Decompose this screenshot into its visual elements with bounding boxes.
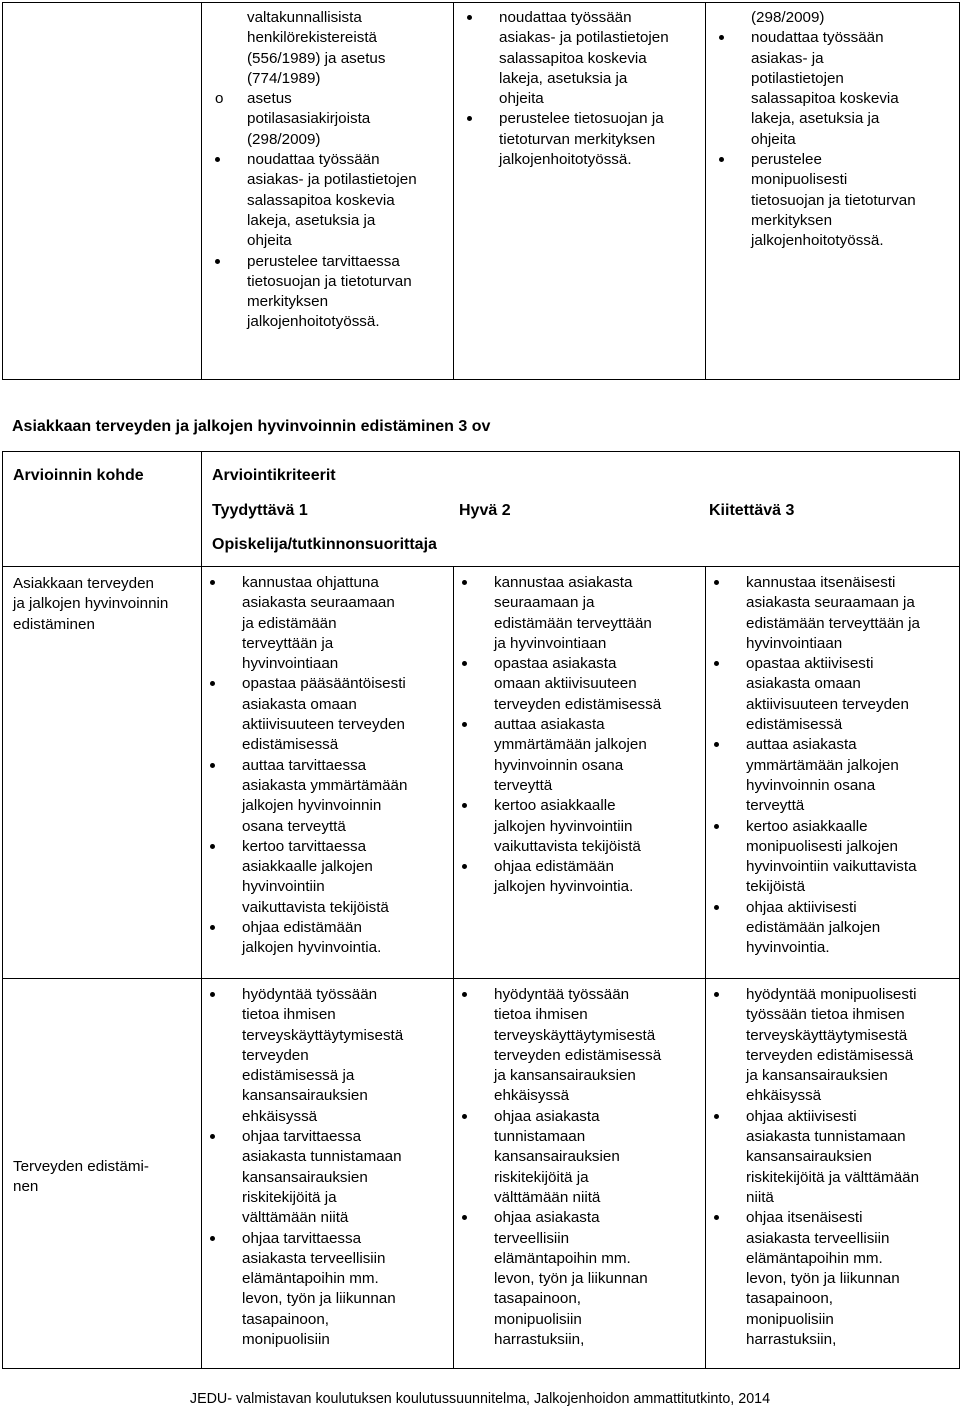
sub-bullet-item [207,89,453,150]
text-line: asiakasta terveellisiin [242,1249,386,1267]
criteria-item [202,1127,453,1228]
criteria-list [202,985,453,1350]
text-line: hyvinvoinnin osana [746,776,876,794]
text-line: Terveyden edistämi- [13,1157,149,1175]
level-kiitettava: Kiitettävä 3 [709,502,795,519]
criteria-item [454,857,705,898]
row-label-asiakkaan-terveyden [3,567,202,979]
text-line: edistämään terveyttään ja [746,614,920,632]
text-line: riskitekijöitä ja välttämään [746,1168,920,1186]
criteria-item [454,1208,705,1350]
text-line: ja jalkojen hyvinvoinnin [13,595,169,613]
text-line: levon, työn ja liikunnan [746,1270,900,1288]
text-line: tekijöistä [746,878,806,896]
text-line: merkityksen [751,211,833,229]
page-footer: JEDU- valmistavan koulutuksen koulutussuunnitelma, Jalkojenhoidon ammattitutkinto, 2014 [189,1391,771,1407]
text-line: noudattaa työssään [247,151,380,169]
text-line: ja kansansairauksien [746,1067,888,1085]
text-line: ehkäisyssä [242,1107,318,1125]
text-line: ohjaa tarvittaessa [242,1229,362,1247]
level-hyva: Hyvä 2 [459,502,511,519]
text-line: monipuolisesti [751,171,848,189]
text-line: jalkojenhoitotyössä. [247,313,380,331]
text-line: auttaa asiakasta [494,716,605,734]
text-line: salassapitoa koskevia [499,49,647,67]
text-line: omaan aktiivisuuteen [494,675,637,693]
text-line: terveyden edistämisessä [746,1046,914,1064]
tyydyttava-criteria-cell [202,567,454,979]
criteria-item [459,8,705,109]
text-line: hyvinvointiin vaikuttavista [746,858,917,876]
opiskelija-label: Opiskelija/tutkinnonsuorittaja [212,536,437,553]
text-line: noudattaa työssään [751,29,884,47]
text-line: harrastuksiin, [494,1331,585,1349]
text-line: asiakasta tunnistamaan [746,1128,906,1146]
text-line: ohjeita [751,130,796,148]
text-line: monipuolisiin [494,1310,582,1328]
text-line: Asiakkaan terveyden [13,575,154,592]
text-line: edistämään jalkojen [746,919,881,937]
text-line: tietoa ihmisen [242,1006,336,1024]
criteria-item [202,1229,453,1351]
text-line: ohjaa itsenäisesti [746,1209,863,1227]
tyydyttava-criteria-cell [202,979,454,1369]
text-line: opastaa aktiivisesti [746,655,874,673]
empty-label-cell [3,3,202,380]
criteria-item [202,837,453,918]
text-line: hyvinvointiaan [242,655,339,673]
criteria-list [207,150,453,333]
text-line: tietosuojan ja tietoturvan [247,272,412,290]
text-line: ehkäisyssä [746,1087,822,1105]
text-line: vaikuttavista tekijöistä [494,837,641,855]
text-line: ohjaa tarvittaessa [242,1128,362,1146]
text-line: asetus [247,90,292,108]
text-line: kannustaa ohjattuna [242,574,379,591]
text-line: levon, työn ja liikunnan [242,1290,396,1308]
text-line: asiakas- ja potilastietojen [247,171,417,189]
hyva-criteria-cell [454,567,706,979]
criteria-item [459,109,705,170]
criteria-list [454,573,705,898]
text-line: potilasasiakirjoista [247,110,371,128]
text-line: ohjaa edistämään [494,858,614,876]
text-line: (298/2009) [247,130,321,148]
text-line: asiakasta seuraamaan ja [746,594,915,612]
text-line: monipuolisiin [746,1310,834,1328]
criteria-item [202,573,453,674]
criteria-item [711,28,959,150]
text-line: terveyttä [494,776,553,794]
text-line: tietoturvan merkityksen [499,130,656,148]
text-line: terveyskäyttäytymisestä [746,1026,908,1044]
text-line: lakeja, asetuksia ja [751,110,880,128]
text-line: hyödyntää työssään [242,986,378,1003]
text-line: terveyskäyttäytymisestä [242,1026,404,1044]
text-line: levon, työn ja liikunnan [494,1270,648,1288]
text-line: asiakasta omaan [746,675,861,693]
text-line: kansansairauksien [242,1168,368,1186]
text-line: opastaa asiakasta [494,655,617,673]
text-line: elämäntapoihin mm. [494,1249,631,1267]
text-line: kertoo asiakkaalle [746,817,868,835]
text-line: elämäntapoihin mm. [242,1270,379,1288]
arviointikriteerit-label: Arviointikriteerit [212,467,336,484]
text-line: potilastietojen [751,69,844,87]
text-line: jalkojen hyvinvoinnin [242,797,382,815]
text-line: lakeja, asetuksia ja [499,69,628,87]
text-line: ja hyvinvointiaan [494,634,607,652]
text-line: perustelee [751,151,822,169]
criteria-item [207,252,453,333]
text-line: ohjeita [247,232,292,250]
text-line: ohjaa aktiivisesti [746,1107,857,1125]
text-line: monipuolisesti jalkojen [746,837,898,855]
grade-levels [212,501,952,523]
text-line: kertoo tarvittaessa [242,837,367,855]
text-line: hyödyntää työssään [494,986,630,1003]
text-line: edistämisessä [746,716,843,734]
text-line: ymmärtämään jalkojen [746,756,899,774]
text-line: (556/1989) ja asetus [247,49,386,67]
text-line: riskitekijöitä ja [494,1168,589,1186]
text-line: kansansairauksien [242,1087,368,1105]
hyva-criteria-cell [454,3,706,380]
arvioinnin-kohde-header [3,452,202,567]
criteria-list [459,8,705,170]
text-line: ymmärtämään jalkojen [494,736,647,754]
text-line: kannustaa itsenäisesti [746,574,896,591]
text-line: tietoa ihmisen [494,1006,588,1024]
text-line: tunnistamaan [494,1128,586,1146]
text-line: salassapitoa koskevia [247,191,395,209]
text-line: merkityksen [247,293,329,311]
row-label-terveyden-edistaminen [3,979,202,1369]
text-line: kertoo asiakkaalle [494,797,616,815]
text-line: asiakasta terveellisiin [746,1229,890,1247]
text-line: ohjaa edistämään [242,919,362,937]
text-line: riskitekijöitä ja [242,1188,337,1206]
criteria-list [706,985,959,1350]
text-line: jalkojenhoitotyössä. [751,232,884,250]
kiitettava-criteria-cell [706,979,960,1369]
text-line: niitä [746,1188,774,1206]
text-line: terveyttään ja [242,634,334,652]
text-line: hyvinvointia. [746,939,830,957]
criteria-item [454,573,705,654]
text-line: elämäntapoihin mm. [746,1249,883,1267]
text-line: asiakasta seuraamaan [242,594,395,612]
text-line: kannustaa asiakasta [494,574,633,591]
text-line: perustelee tietosuojan ja [499,110,664,128]
text-line: hyvinvointiaan [746,634,843,652]
criteria-item [711,150,959,251]
text-line: ohjeita [499,90,544,108]
criteria-list [711,28,959,251]
criteria-item [706,573,959,654]
text-line: asiakasta tunnistamaan [242,1148,402,1166]
text-line: terveellisiin [494,1229,570,1247]
text-line: (774/1989) [247,69,321,87]
sub-bullet-list [207,89,453,150]
text-line: valtakunnallisista [247,9,362,26]
text-line: välttämään niitä [494,1188,601,1206]
text-line: edistämisessä [242,736,339,754]
criteria-item [706,735,959,816]
text-line: hyvinvoinnin osana [494,756,624,774]
text-line: vaikuttavista tekijöistä [242,898,389,916]
text-line: jalkojen hyvinvointia. [494,878,634,896]
text-line: terveyden edistämisessä [494,1046,662,1064]
criteria-item [207,150,453,251]
text-line: välttämään niitä [242,1209,349,1227]
text-line: seuraamaan ja [494,594,595,612]
text-line: tasapainoon, [494,1290,581,1308]
criteria-item [202,674,453,755]
legislation-text [207,8,453,89]
text-line: osana terveyttä [242,817,346,835]
text-line: kansansairauksien [494,1148,620,1166]
tyydyttava-criteria-cell [202,3,454,380]
hyva-criteria-cell [454,979,706,1369]
criteria-item [706,654,959,735]
text-line: perustelee tarvittaessa [247,252,400,270]
text-line: opastaa pääsääntöisesti [242,675,406,693]
text-line: ohjaa aktiivisesti [746,898,857,916]
text-line: ehkäisyssä [494,1087,570,1105]
text-line: tasapainoon, [242,1310,329,1328]
criteria-item [454,796,705,857]
text-line: asiakas- ja potilastietojen [499,29,669,47]
text-line: edistämään terveyttään [494,614,652,632]
text-line: hyödyntää monipuolisesti [746,986,917,1003]
text-line: jalkojenhoitotyössä. [499,151,632,169]
section-heading: Asiakkaan terveyden ja jalkojen hyvinvoinnin edistäminen 3 ov [12,418,491,435]
criteria-list [706,573,959,959]
criteria-item [202,985,453,1127]
text-line: salassapitoa koskevia [751,90,899,108]
text-line: terveyden edistämisessä [494,695,662,713]
text-line: henkilörekistereistä [247,29,377,47]
text-line: monipuolisiin [242,1331,330,1349]
arvioinnin-kohde-label: Arvioinnin kohde [13,467,144,484]
text-line: ohjaa asiakasta [494,1107,600,1125]
kiitettava-criteria-cell [706,567,960,979]
text-line: tasapainoon, [746,1290,833,1308]
text-line: nen [13,1178,39,1195]
criteria-item [202,756,453,837]
criteria-list [454,985,705,1350]
text-line: edistäminen [13,615,95,633]
criteria-item [706,1208,959,1350]
criteria-item [454,654,705,715]
text-line: kansansairauksien [746,1148,872,1166]
text-line: terveyskäyttäytymisestä [494,1026,656,1044]
kiitettava-criteria-cell [706,3,960,380]
criteria-item [454,715,705,796]
criteria-item [706,817,959,898]
text-line: hyvinvointiin [242,878,325,896]
level-tyydyttava: Tyydyttävä 1 [212,502,308,519]
continuation-table [2,2,960,380]
text-line: ohjaa asiakasta [494,1209,600,1227]
text-line: aktiivisuuteen terveyden [746,695,909,713]
criteria-item [202,918,453,959]
criteria-table [2,451,960,1369]
text-line: harrastuksiin, [746,1331,837,1349]
text-line: tietosuojan ja tietoturvan [751,191,916,209]
criteria-list [202,573,453,959]
criteria-item [706,1107,959,1208]
text-line: lakeja, asetuksia ja [247,211,376,229]
text-line: aktiivisuuteen terveyden [242,716,405,734]
text-line: jalkojen hyvinvointia. [242,939,382,957]
text-line: asiakkaalle jalkojen [242,858,373,876]
legislation-text: (298/2009) [751,9,825,26]
text-line: asiakas- ja [751,49,824,67]
text-line: asiakasta omaan [242,695,357,713]
criteria-item [706,985,959,1107]
criteria-item [706,898,959,959]
text-line: ja edistämään [242,614,337,632]
arviointikriteerit-header [202,452,960,567]
text-line: työssään tietoa ihmisen [746,1006,905,1024]
text-line: edistämisessä ja [242,1067,355,1085]
text-line: ja kansansairauksien [494,1067,636,1085]
criteria-item [454,985,705,1107]
text-line: noudattaa työssään [499,9,632,26]
text-line: terveyden [242,1046,309,1064]
text-line: jalkojen hyvinvointiin [494,817,633,835]
text-line: terveyttä [746,797,805,815]
text-line: auttaa asiakasta [746,736,857,754]
text-line: asiakasta ymmärtämään [242,776,408,794]
criteria-item [454,1107,705,1208]
text-line: auttaa tarvittaessa [242,756,367,774]
